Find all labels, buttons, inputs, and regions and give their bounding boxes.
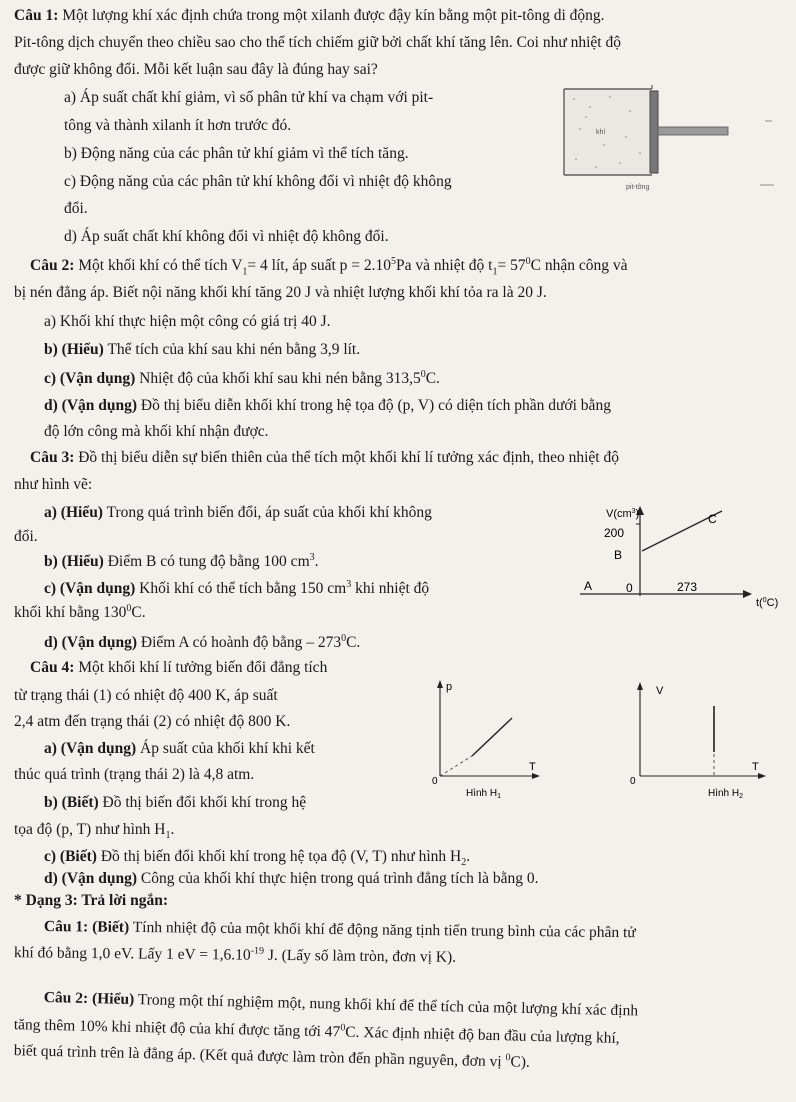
q3-b-tag: b) (Hiểu) [44, 553, 104, 571]
q3-c-text: Khối khí có thể tích bằng 150 cm [135, 580, 347, 598]
q3-d-end: C. [346, 634, 361, 652]
q2-option-d-line2: độ lớn công mà khối khí nhận được. [44, 423, 269, 440]
q2-c-tag: c) (Vận dụng) [44, 370, 136, 388]
y-label-end: ) [635, 508, 640, 520]
q2-c-end: C. [425, 370, 440, 388]
h2-caption-sub: 2 [739, 793, 744, 800]
q3-d-text: Điểm A có hoành độ bằng – 273 [137, 634, 342, 652]
h2-caption [708, 788, 743, 800]
point-b-label: B [614, 548, 623, 562]
q1-text-1: Một lượng khí xác định chứa trong một xilanh được đậy kín bằng một pit-tông di động. [62, 7, 605, 24]
q2-c-sup: 0 [420, 369, 426, 380]
q2-d-tag: d) (Vận dụng) [44, 397, 138, 414]
q2-line-1 [30, 257, 627, 277]
q3-d-tag: d) (Vận dụng) [44, 634, 138, 652]
q4-c-tag: c) (Biết) [44, 848, 97, 865]
q3-line-1 [30, 450, 619, 466]
dang3-q1-line1 [44, 919, 636, 941]
q3-c-end: khi nhiệt độ [351, 580, 430, 598]
h1-caption-main: Hình H [466, 788, 498, 799]
q4-option-b-line2 [14, 822, 174, 841]
dang3-q2-line3 [14, 1042, 530, 1070]
q4-d-tag: d) (Vận dụng) [44, 870, 138, 887]
q3-option-c [44, 580, 429, 597]
q3-option-c-line2 [14, 604, 146, 621]
q3-c2-end: C. [131, 604, 146, 622]
q3-a-tag: a) (Hiểu) [44, 504, 103, 521]
q2-text-g: = 57 [497, 257, 526, 275]
q2-text-c: = 4 lít, áp suất p = 2.10 [247, 257, 392, 275]
h1-t-label: T [529, 761, 536, 773]
x-axis-arrow-icon [743, 590, 752, 598]
h1-p-label: p [446, 681, 453, 693]
h1-caption [466, 788, 501, 800]
q2-sup-0: 0 [525, 256, 531, 267]
q1-option-d: d) Áp suất chất khí không đổi vì nhiệt độ không đổi. [64, 228, 389, 245]
q1-line-1 [14, 8, 605, 24]
dang3-q2-heading: Câu 2: (Hiểu) [43, 989, 135, 1009]
q3-c-sup: 3 [346, 579, 352, 590]
dang3-q2-line3-sup: 0 [505, 1052, 511, 1064]
dang3-q2-line1 [44, 990, 639, 1019]
q1-heading: Câu 1: [14, 7, 59, 24]
q1-option-c-line1: c) Động năng của các phân tử khí không đổi vì nhiệt độ không [64, 173, 452, 190]
q2-sub-t1: 1 [492, 266, 498, 278]
q3-b-text: Điểm B có tung độ bằng 100 cm [103, 553, 310, 571]
h1-y-arrow-icon [437, 680, 443, 688]
v-t-y-label [606, 508, 639, 520]
q4-option-d [44, 871, 538, 887]
q2-option-b [44, 342, 360, 358]
q1-option-c-line2: đổi. [64, 200, 88, 217]
dang3-q2-line2-a: tăng thêm 10% khi nhiệt độ của khí được tăng tới 47 [13, 1016, 341, 1041]
q1-option-a-line1: a) Áp suất chất khí giảm, vì số phân tử khí va chạm với pit- [64, 89, 434, 106]
h2-origin-label: 0 [630, 776, 636, 787]
v-t-x-label [756, 597, 778, 609]
dang3-q2-line2-b: C. Xác định nhiệt độ ban đầu của lượng khí, [345, 1023, 620, 1047]
q3-b-end: . [314, 553, 319, 571]
q2-sub-1: 1 [242, 266, 248, 278]
gas-label: khí [596, 129, 606, 136]
x-label-end: C) [766, 597, 779, 609]
q3-option-a [44, 505, 432, 521]
q4-option-c [44, 849, 470, 868]
q3-c2-sup: 0 [126, 603, 132, 614]
q2-b-tag: b) (Hiểu) [44, 341, 104, 358]
h1-x-arrow-icon [532, 773, 540, 779]
q2-c-text: Nhiệt độ của khối khí sau khi nén bằng 313,5 [135, 370, 421, 388]
q1-line-3: được giữ không đổi. Mỗi kết luận sau đây là đúng hay sai? [14, 61, 378, 78]
q3-heading: Câu 3: [30, 449, 75, 466]
q4-b2-end: . [170, 821, 175, 838]
graph-h2 [628, 672, 778, 824]
x-label-main: t( [756, 597, 763, 609]
q2-heading: Câu 2: [30, 257, 75, 275]
h1-origin-label: 0 [432, 776, 438, 787]
dang3-q1-sup: -19 [250, 945, 265, 957]
q3-option-a-line2: đổi. [14, 528, 38, 545]
h1-caption-sub: 1 [497, 793, 502, 800]
piston-label: pit-tông [626, 184, 650, 191]
y-label-sup: 3 [631, 508, 636, 515]
q2-option-c [44, 370, 440, 387]
h2-x-arrow-icon [758, 773, 766, 779]
q4-line-3: 2,4 atm đến trạng thái (2) có nhiệt độ 800 K. [14, 713, 291, 730]
q2-sup-5: 5 [391, 256, 397, 267]
dang3-q2-line3-a: biết quá trình trên là đẳng áp. (Kết quả được làm tròn đến phần nguyên, đơn vị [13, 1042, 506, 1071]
q2-text-e: Pa và nhiệt độ t [396, 257, 493, 275]
q4-c-end: . [466, 848, 471, 865]
q4-b-tag: b) (Biết) [44, 794, 99, 811]
dang3-q1-heading: Câu 1: (Biết) [43, 918, 130, 936]
q4-line-1 [30, 660, 327, 676]
q2-text-a: Một khối khí có thể tích V [78, 257, 243, 275]
q2-b-text: Thể tích của khí sau khi nén bằng 3,9 lít. [103, 341, 361, 358]
q4-line-2: từ trạng thái (1) có nhiệt độ 400 K, áp suất [14, 687, 278, 704]
graph-h1 [430, 672, 560, 824]
h2-t-label: T [752, 761, 759, 773]
dang3-q2-line3-b: C). [510, 1053, 531, 1071]
q1-option-a-line2: tông và thành xilanh ít hơn trước đó. [64, 117, 292, 134]
q4-option-a [44, 741, 315, 757]
h1-dashed-extension [440, 756, 472, 776]
y-label-main: V(cm [606, 508, 632, 520]
q2-option-a: a) Khối khí thực hiện một công có giá trị 40 J. [44, 313, 331, 330]
q3-option-d [44, 634, 360, 651]
dang3-q1-line2-a: khí đó bằng 1,0 eV. Lấy 1 eV = 1,6.10 [13, 944, 251, 964]
q4-c-sub: 2 [461, 857, 467, 869]
q3-option-b [44, 553, 319, 570]
q4-d-text: Công của khối khí thực hiện trong quá trình đẳng tích là bằng 0. [137, 870, 539, 887]
q1-line-2: Pit-tông dịch chuyển theo chiều sao cho thể tích chiếm giữ bởi chất khí tăng lên. Coi như nhiệt độ [14, 34, 621, 51]
q4-c-text: Đồ thị biến đổi khối khí trong hệ tọa độ (V, T) như hình H [96, 848, 462, 865]
q4-a-tag: a) (Vận dụng) [44, 740, 137, 757]
q3-a-text: Trong quá trình biến đổi, áp suất của khối khí không [102, 504, 432, 521]
dang3-q1-line2 [14, 944, 456, 965]
dang3-q2-text: Trong một thí nghiệm một, nung khối khí để thể tích của một lượng khí xác định [134, 991, 639, 1020]
q2-d-text: Đồ thị biểu diễn khối khí trong hệ tọa độ (p, V) có diện tích phần dưới bằng [137, 397, 611, 414]
cylinder-piston-figure [560, 85, 790, 195]
q4-option-b [44, 795, 306, 811]
h2-v-label: V [656, 685, 664, 697]
q3-c2-text: khối khí bằng 130 [14, 604, 127, 622]
tick-273-label: 273 [677, 580, 698, 594]
dang3-q2-line2 [14, 1016, 620, 1046]
h1-process-line [472, 718, 512, 756]
h2-y-arrow-icon [637, 682, 643, 690]
q4-b2-sub: 1 [165, 830, 171, 842]
x-label-sup: 0 [762, 597, 767, 604]
q3-c-tag: c) (Vận dụng) [44, 580, 136, 598]
dang3-q1-line2-b: J. (Lấy số làm tròn, đơn vị K). [263, 946, 457, 966]
tick-200-label: 200 [604, 526, 625, 540]
v-t-graph [580, 498, 790, 610]
q4-text-1: Một khối khí lí tưởng biến đổi đẳng tích [78, 659, 328, 676]
h2-caption-main: Hình H [708, 788, 740, 799]
q4-a-text: Áp suất của khối khí khi kết [136, 740, 315, 757]
q4-b2-text: tọa độ (p, T) như hình H [14, 821, 166, 838]
q4-heading: Câu 4: [30, 659, 75, 676]
q3-line-2: như hình vẽ: [14, 476, 93, 493]
point-a-label: A [584, 579, 593, 593]
q3-d-sup: 0 [341, 633, 347, 644]
dang3-heading: * Dạng 3: Trả lời ngắn: [14, 892, 168, 909]
q4-b-text: Đồ thị biến đổi khối khí trong hệ [98, 794, 307, 811]
q2-text-i: C nhận công và [530, 257, 628, 275]
tick-0-label: 0 [626, 581, 633, 595]
q3-text-1: Đồ thị biểu diễn sự biến thiên của thể tích một khối khí lí tưởng xác định, theo nhiệt độ [78, 449, 619, 466]
point-c-label: C [708, 512, 717, 526]
q3-b-sup: 3 [309, 552, 315, 563]
q1-option-b: b) Động năng của các phân tử khí giảm vì thể tích tăng. [64, 145, 409, 162]
dang3-q2-sup: 0 [340, 1022, 346, 1034]
q2-line-2: bị nén đẳng áp. Biết nội năng khối khí tăng 20 J và nhiệt lượng khối khí tỏa ra là 20 J. [14, 284, 547, 301]
q4-option-a-line2: thúc quá trình (trạng thái 2) là 4,8 atm. [14, 766, 255, 783]
dang3-q1-text: Tính nhiệt độ của một khối khí để động năng tịnh tiến trung bình của các phân tử [129, 918, 636, 942]
q2-option-d [44, 398, 611, 414]
